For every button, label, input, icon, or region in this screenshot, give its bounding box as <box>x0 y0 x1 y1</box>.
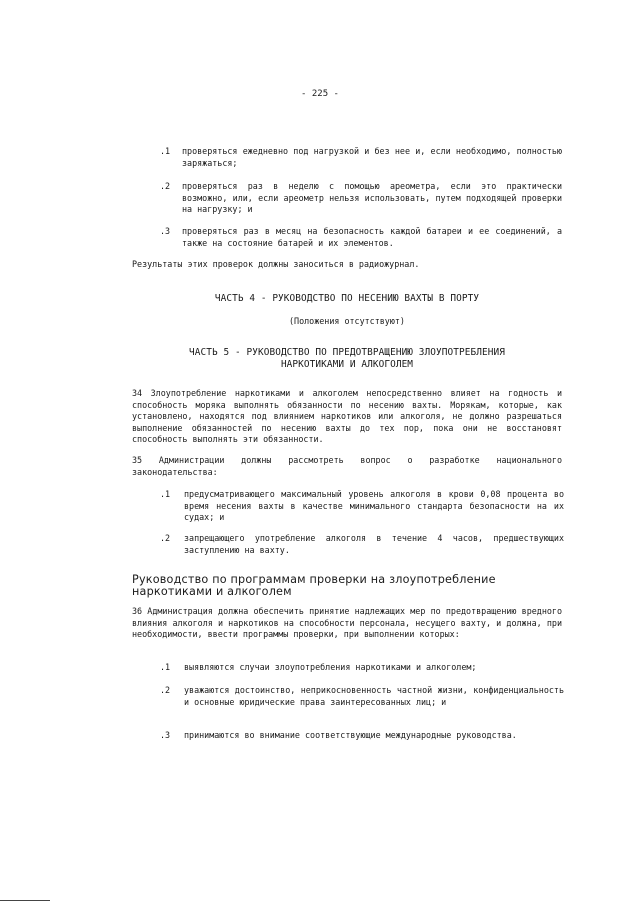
paragraph-35: 35 Администрации должны рассмотреть вопрос о разработке национального законодательства: <box>132 455 562 477</box>
list-item-text: принимаются во внимание соответствующие международные руководства. <box>184 730 517 740</box>
list-item-number: .2 <box>160 181 171 191</box>
list-item-text: проверяться ежедневно под нагрузкой и без нее и, если необходимо, полностью заряжаться; <box>182 146 562 168</box>
list-item-text: уважаются достоинство, неприкосновенность частной жизни, конфиденциальность и основные юридические права заинтересованных лиц; и <box>184 685 564 707</box>
paragraph-36: 36 Администрация должна обеспечить принятие надлежащих мер по предотвращению вредного влияния алкоголя и наркотиков на способности персонала, несущего вахту, и должна, при необходимости, ввести программы проверки, при выполнении которых: <box>132 606 562 640</box>
list-item-text: проверяться раз в неделю с помощью ареометра, если это практически возможно, или, если ареометр нельзя использовать, путем подходящей проверки на нагрузку; и <box>182 181 562 215</box>
list-item-number: .3 <box>160 226 171 236</box>
part-5-heading-line-2: НАРКОТИКАМИ И АЛКОГОЛЕМ <box>280 359 414 370</box>
list-item-number: .2 <box>160 533 171 543</box>
part-4-heading: ЧАСТЬ 4 - РУКОВОДСТВО ПО НЕСЕНИЮ ВАХТЫ В ПОРТУ <box>214 293 480 304</box>
part-5-heading-line-1: ЧАСТЬ 5 - РУКОВОДСТВО ПО ПРЕДОТВРАЩЕНИЮ ЗЛОУПОТРЕБЛЕНИЯ <box>189 347 505 358</box>
section-heading-line-2: наркотиками и алкоголем <box>132 585 292 598</box>
list-item-number: .2 <box>160 685 171 695</box>
list-item-number: .1 <box>160 146 171 156</box>
paragraph-34: 34 Злоупотребление наркотиками и алкоголем непосредственно влияет на годность и способность моряка выполнять обязанности по несению вахты. Морякам, которые, как установлено, находятся под влиянием наркотиков или алкоголя, не должно разрешаться выполнение обязанностей по несению вахты до тех пор, пока они не восстановят способность выполнять эти обязанности. <box>132 388 562 445</box>
list-item-text: выявляются случаи злоупотребления наркотиками и алкоголем; <box>184 662 477 672</box>
footer-rule <box>0 900 50 901</box>
list-item-text: запрещающего употребление алкоголя в течение 4 часов, предшествующих заступлению на вахту. <box>184 533 564 555</box>
list-item-number: .3 <box>160 730 171 740</box>
results-paragraph: Результаты этих проверок должны заноситься в радиожурнал. <box>132 259 420 269</box>
list-item-text: проверяться раз в месяц на безопасность каждой батареи и ее соединений, а также на состояние батарей и их элементов. <box>182 226 562 248</box>
list-item-number: .1 <box>160 489 171 499</box>
page-number: - 225 - <box>301 89 339 99</box>
list-item-text: предусматривающего максимальный уровень алкоголя в крови 0,08 процента во время несения вахты в качестве минимального стандарта безопасности на их судах; и <box>184 489 564 523</box>
part-4-note: (Положения отсутствуют) <box>289 316 405 326</box>
section-heading-line-1: Руководство по программам проверки на злоупотребление <box>132 573 496 586</box>
list-item-number: .1 <box>160 662 171 672</box>
